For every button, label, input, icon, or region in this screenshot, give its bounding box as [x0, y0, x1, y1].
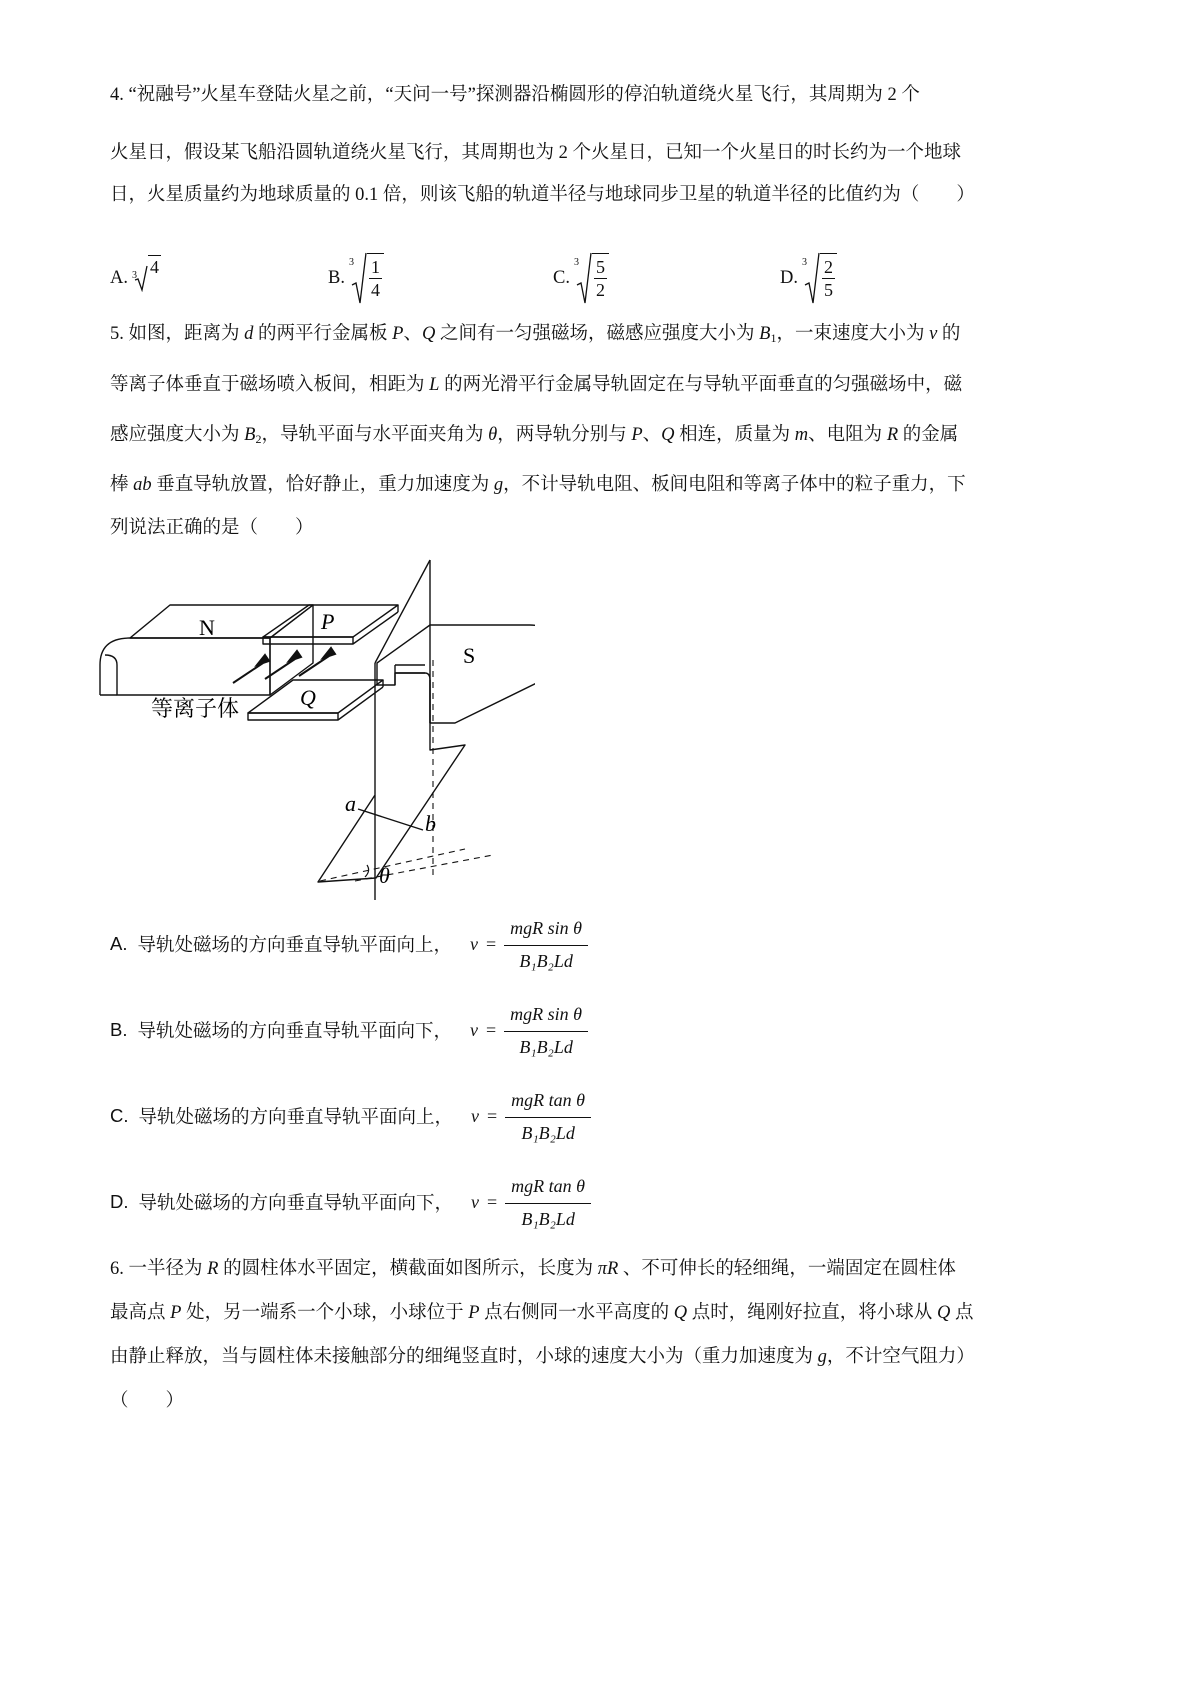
q4-options [110, 248, 1110, 308]
label-a: a [345, 791, 356, 816]
q4-line-2: 火星日，假设某飞船沿圆轨道绕火星飞行，其周期也为 2 个火星日，已知一个火星日的时长约为一个地球 [110, 143, 962, 163]
q5-line-4: 棒 ab 垂直导轨放置，恰好静止，重力加速度为 g，不计导轨电阻、板间电阻和等离子体中的粒子重力，下 [110, 475, 966, 495]
q4-line-1: 4. “祝融号”火星车登陆火星之前，“天问一号”探测器沿椭圆形的停泊轨道绕火星飞行，其周期为 2 个 [110, 85, 920, 105]
q4-option-a[interactable] [110, 248, 161, 308]
option-text: 导轨处磁场的方向垂直导轨平面向下， [138, 1194, 454, 1214]
option-label: C. [553, 267, 570, 288]
q6-line-3: 由静止释放，当与圆柱体未接触部分的细绳竖直时，小球的速度大小为（重力加速度为 g，不计空气阻力） [110, 1347, 975, 1367]
cube-root: 3 4 [134, 264, 161, 292]
option-label: A. [110, 933, 128, 954]
option-label: A. [110, 267, 128, 288]
q5-option-b[interactable] [110, 998, 588, 1062]
q5-line-1: 5. 如图，距离为 d 的两平行金属板 P、Q 之间有一匀强磁场，磁感应强度大小为 $B_1$，一束速度大小为 v 的 [110, 324, 961, 345]
option-label: B. [110, 1019, 128, 1040]
q4-option-c[interactable] [553, 248, 609, 308]
label-b: b [425, 811, 436, 836]
fraction: $\frac{1}{4}$ [367, 253, 384, 301]
option-text: 导轨处磁场的方向垂直导轨平面向上， [137, 936, 452, 956]
cube-root: 3 $\frac{5}{2}$ [576, 251, 609, 305]
fraction: $\frac{5}{2}$ [592, 253, 609, 301]
option-label: B. [328, 267, 345, 288]
option-label: D. [780, 267, 798, 288]
formula: v = $\frac{\text{mgR sin θ}}{\text{B₁B₂Ld}}$ [470, 913, 588, 976]
magnet-n-arm [100, 638, 270, 695]
cube-root: 3 $\frac{1}{4}$ [351, 251, 384, 305]
formula: v = $\frac{\text{mgR sin θ}}{\text{B₁B₂Ld}}$ [470, 999, 588, 1062]
q5-option-c[interactable] [110, 1084, 591, 1148]
q5-line-3: 感应强度大小为 $B_2$，导轨平面与水平面夹角为 θ，两导轨分别与 P、Q 相连，质量为 m、电阻为 R 的金属 [110, 425, 959, 446]
cube-root: 3 $\frac{2}{5}$ [804, 251, 837, 305]
formula: v = $\frac{\text{mgR tan θ}}{\text{B₁B₂Ld}}$ [471, 1085, 591, 1148]
magnet-s [377, 625, 535, 723]
option-text: 导轨处磁场的方向垂直导轨平面向上， [138, 1108, 454, 1128]
q6-line-1: 6. 一半径为 R 的圆柱体水平固定，横截面如图所示，长度为 πR 、不可伸长的轻细绳，一端固定在圆柱体 [110, 1259, 956, 1279]
q5-option-d[interactable] [110, 1170, 591, 1234]
q6-line-4: （ ） [110, 1391, 185, 1411]
label-plasma: 等离子体 [151, 696, 240, 721]
q6-line-2: 最高点 P 处，另一端系一个小球，小球位于 P 点右侧同一水平高度的 Q 点时，绳刚好拉直，将小球从 Q 点 [110, 1303, 974, 1323]
q5-figure [95, 555, 535, 900]
q4-line-3: 日，火星质量约为地球质量的 0.1 倍，则该飞船的轨道半径与地球同步卫星的轨道半径的比值约为（ ） [110, 185, 975, 205]
label-n: N [199, 615, 215, 640]
q4-option-d[interactable] [780, 248, 837, 308]
q5-line-2: 等离子体垂直于磁场喷入板间，相距为 L 的两光滑平行金属导轨固定在与导轨平面垂直的匀强磁场中，磁 [110, 375, 963, 395]
option-label: D. [110, 1191, 129, 1212]
option-label: C. [110, 1105, 129, 1126]
label-s: S [463, 643, 476, 668]
label-p: P [321, 609, 335, 634]
formula: v = $\frac{\text{mgR tan θ}}{\text{B₁B₂Ld}}$ [471, 1171, 591, 1234]
rod-ab [358, 809, 423, 830]
label-theta: θ [379, 863, 390, 888]
fraction: $\frac{2}{5}$ [820, 253, 837, 301]
option-text: 导轨处磁场的方向垂直导轨平面向下， [137, 1022, 452, 1042]
label-q: Q [300, 685, 316, 710]
q4-option-b[interactable] [328, 248, 384, 308]
q5-option-a[interactable] [110, 912, 588, 976]
q5-line-5: 列说法正确的是（ ） [110, 518, 314, 538]
vertical-board [318, 560, 465, 900]
